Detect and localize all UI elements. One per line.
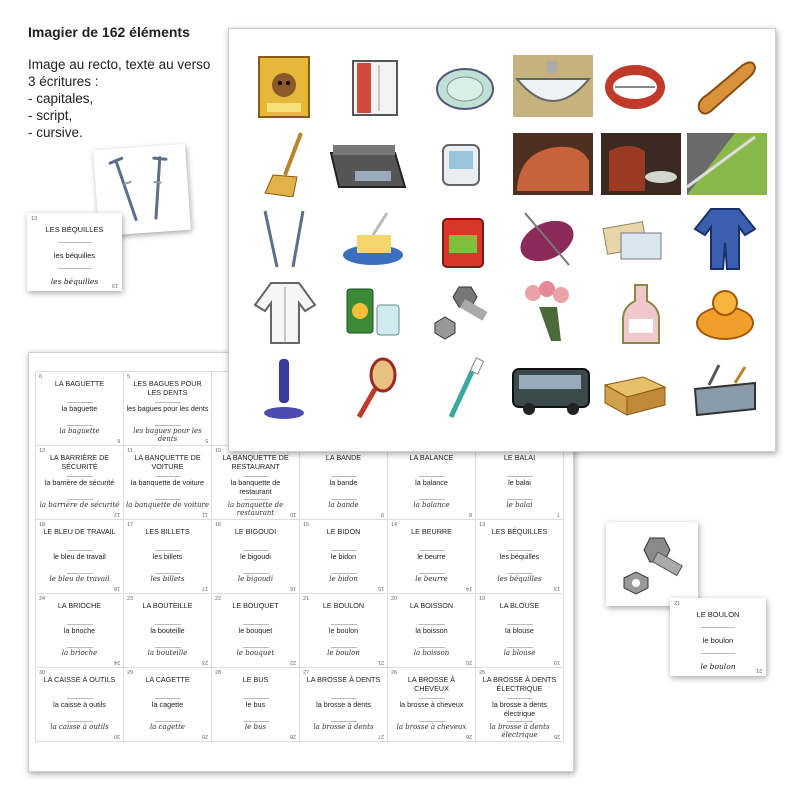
divider [155,698,181,699]
card-cursive: le boulon [700,662,736,671]
cell-capitals: LES BÉQUILLES [491,527,548,536]
divider [507,721,533,722]
cell-number-rotated: 15 [377,585,384,591]
cell-capitals: LA BAGUETTE [54,379,105,388]
cell-number: 6 [39,374,43,380]
divider [419,624,445,625]
cell-script: la brioche [63,626,96,635]
cell-number-rotated: 13 [553,585,560,591]
cell-cursive: la cagette [149,723,186,731]
word-card-cell [36,520,124,594]
cell-cursive: la brioche [61,649,98,657]
divider [419,476,445,477]
cell-cursive: les béquilles [497,575,542,583]
cell-capitals: LA CAGETTE [145,675,190,684]
cell-cursive: la brosse à dents électrique [489,723,550,739]
cell-number: 18 [39,522,46,528]
cell-script: la brosse à cheveux [399,700,464,709]
divider [419,573,445,574]
cell-script: la bande [329,478,358,487]
word-card-cell [476,520,564,594]
cell-script: les billets [152,552,183,561]
divider [155,499,181,500]
cell-number-rotated: 29 [201,733,208,739]
cell-cursive: le bouquet [236,649,275,657]
plate-icon [429,53,501,119]
cell-capitals: LE BALAI [503,453,536,462]
cell-capitals: LA BROSSE À DENTS ÉLECTRIQUE [482,675,557,693]
cell-number: 24 [39,596,46,602]
cell-script: la brosse à dents [316,700,371,709]
cell-capitals: LE BIGOUDI [234,527,277,536]
cell-script: la cagette [151,700,184,709]
cell-capitals: LA BOUTEILLE [142,601,193,610]
cell-number-rotated: 25 [553,733,560,739]
cell-number-rotated: 24 [113,659,120,665]
word-card-cell [212,594,300,668]
word-card-cell [124,668,212,742]
cell-number: 17 [127,522,134,528]
description-line: - script, [28,108,73,123]
cell-number: 28 [215,670,222,676]
description-line: - cursive. [28,125,83,140]
cell-script: la bouteille [150,626,185,635]
bottle-icon [609,279,681,345]
cell-capitals: LA BANDE [325,453,362,462]
word-card-cell [36,668,124,742]
cell-cursive: le bus [244,723,267,731]
word-card-cell [476,668,564,742]
cell-number-rotated: 6 [116,437,120,443]
card-number-rotated: 21 [755,667,762,673]
divider [507,698,533,699]
cell-capitals: LA BRIOCHE [57,601,102,610]
electric-toothbrush-icon [249,355,321,421]
word-card-cell [388,668,476,742]
cell-cursive: le bigoudi [237,575,274,583]
word-card-cell [36,372,124,446]
divider [243,698,269,699]
divider [243,624,269,625]
cell-number: 12 [39,448,46,454]
toolbox-icon [689,355,761,421]
cell-number-rotated: 10 [289,511,296,517]
cell-cursive: les bagues pour les dents [133,427,202,443]
cell-script: la caisse à outils [53,700,106,709]
cell-script: les béquilles [499,552,540,561]
cell-number: 23 [127,596,134,602]
cell-capitals: LA BROSSE À CHEVEUX [407,675,456,693]
cell-number: 16 [215,522,222,528]
cell-capitals: LES BILLETS [145,527,190,536]
divider [701,653,735,654]
cell-script: le balai [508,478,531,487]
cell-cursive: le bleu de travail [49,575,110,583]
scale-icon [325,131,411,197]
cell-cursive: la boisson [413,649,450,657]
word-card-cell [212,668,300,742]
cell-capitals: LA BOISSON [409,601,454,610]
boulon-word-card [670,598,766,676]
cell-cursive: le balai [506,501,533,509]
bolt-picture-card [606,522,698,606]
cell-number-rotated: 30 [113,733,120,739]
cell-number-rotated: 20 [465,659,472,665]
divider [67,647,93,648]
cell-capitals: LE BIDON [326,527,361,536]
cell-number-rotated: 21 [377,659,384,665]
cell-number: 20 [391,596,398,602]
cell-number: 11 [127,448,133,454]
flower-bouquet-icon [511,279,583,345]
divider [67,476,93,477]
cell-cursive: la bande [328,501,359,509]
divider [243,721,269,722]
broom-icon [249,131,321,197]
bus-icon [509,355,593,421]
divider [243,573,269,574]
word-card-cell [476,594,564,668]
divider [155,425,181,426]
cell-number-rotated: 17 [201,585,208,591]
cell-number: 21 [303,596,310,602]
cell-script: la banquette de voiture [130,478,205,487]
word-card-cell [124,594,212,668]
teeth-braces-icon [599,53,671,119]
divider [67,698,93,699]
highway-barrier-icon [685,131,769,197]
cell-cursive: la banquette de voiture [126,501,209,509]
cell-cursive: la banquette de restaurant [227,501,284,517]
divider [331,698,357,699]
divider [331,476,357,477]
cell-number-rotated: 16 [289,585,296,591]
word-card-cell [476,446,564,520]
cell-script: le boulon [328,626,359,635]
cell-capitals: LE BEURRE [411,527,452,536]
cell-number: 22 [215,596,222,602]
cell-cursive: la brosse à cheveux [396,723,467,731]
word-card-cell [36,594,124,668]
word-card-cell [212,520,300,594]
cell-cursive: la bouteille [147,649,188,657]
card-cursive: les béquilles [50,277,99,286]
cell-capitals: LE BUS [242,675,269,684]
divider [331,573,357,574]
cell-number: 19 [479,596,486,602]
cell-capitals: LA BANQUETTE DE VOITURE [134,453,201,471]
cell-script: le beurre [417,552,446,561]
word-card-cell [36,446,124,520]
card-number-rotated: 13 [111,282,118,288]
cell-script: la banquette de restaurant [230,478,281,496]
lab-coat-icon [249,279,321,345]
cell-number-rotated: 7 [556,511,560,517]
description-line: Image au recto, texte au verso [28,57,211,72]
cell-number: 26 [391,670,398,676]
cell-number-rotated: 22 [289,659,296,665]
medicine-cabinet-icon [339,53,411,119]
cell-cursive: la brosse à dents [313,723,374,731]
work-overalls-icon [689,205,761,271]
divider [155,573,181,574]
divider [701,627,735,628]
cell-number-rotated: 11 [202,511,208,517]
card-number: 21 [674,601,681,607]
cell-capitals: LE BOULON [322,601,365,610]
knitting-wool-icon [511,205,583,271]
cell-cursive: la baguette [59,427,100,435]
word-card-cell [300,446,388,520]
cell-script: le bus [245,700,266,709]
cell-number-rotated: 9 [380,511,384,517]
cell-number: 30 [39,670,46,676]
cell-number-rotated: 8 [468,511,472,517]
divider [67,721,93,722]
baguette-icon [689,53,761,119]
divider [507,647,533,648]
bolt-icon [606,522,698,606]
cell-number: 14 [391,522,398,528]
cell-number-rotated: 19 [553,659,560,665]
cell-number: 15 [303,522,310,528]
bolt-icon [425,279,497,345]
divider [67,402,93,403]
car-seat-icon [511,131,595,197]
cell-cursive: le beurre [415,575,448,583]
divider [419,550,445,551]
divider [331,499,357,500]
divider [419,499,445,500]
cell-script: la baguette [61,404,98,413]
banknotes-icon [597,205,669,271]
crutches-icon [249,205,321,271]
divider [67,499,93,500]
divider [243,499,269,500]
cell-script: la barrière de sécurité [44,478,115,487]
bequilles-word-card [27,213,122,291]
divider [155,624,181,625]
divider [67,573,93,574]
word-card-cell [300,668,388,742]
description-block [28,56,210,141]
soap-dish-icon [427,131,499,197]
cell-script: le bidon [330,552,357,561]
divider [67,550,93,551]
divider [155,550,181,551]
divider [155,402,181,403]
cell-capitals: LA BANQUETTE DE RESTAURANT [222,453,289,471]
word-card-cell [124,446,212,520]
cell-capitals: LA BARRIÈRE DE SÉCURITÉ [49,453,110,471]
cell-number-rotated: 27 [377,733,384,739]
divider [155,476,181,477]
cell-script: les bagues pour les dents [126,404,209,413]
sink-icon [511,53,595,119]
wooden-crate-icon [599,355,671,421]
divider [507,624,533,625]
cell-cursive: le bidon [329,575,358,583]
card-number: 13 [31,216,38,222]
restaurant-booth-icon [599,131,683,197]
cell-number: 25 [479,670,486,676]
butter-icon [337,205,409,271]
cell-capitals: LA BALANCE [409,453,454,462]
description-line: 3 écritures : [28,74,99,89]
cell-cursive: le boulon [327,649,360,657]
divider [67,624,93,625]
cell-number-rotated: 26 [465,733,472,739]
cell-script: le bouquet [238,626,273,635]
divider [243,550,269,551]
picture-sheet [228,28,776,452]
divider [58,242,92,243]
cell-number-rotated: 28 [289,733,296,739]
cell-capitals: LE BLEU DE TRAVAIL [43,527,116,536]
cell-capitals: LES BAGUES POUR LES DENTS [133,379,202,397]
oil-can-icon [429,205,501,271]
divider [155,721,181,722]
divider [67,425,93,426]
cell-script: le bigoudi [240,552,271,561]
page-title: Imagier de 162 éléments [28,24,190,40]
divider [507,499,533,500]
card-script: le boulon [702,636,734,645]
cell-script: la boisson [415,626,448,635]
divider [243,647,269,648]
word-card-cell [212,446,300,520]
divider [331,550,357,551]
cell-number: 27 [303,670,310,676]
divider [419,647,445,648]
brioche-icon [689,279,761,345]
divider [331,624,357,625]
word-card-cell [388,520,476,594]
word-card-cell [300,520,388,594]
divider [507,573,533,574]
cell-capitals: LE BOUQUET [232,601,279,610]
cell-cursive: la barrière de sécurité [39,501,120,509]
word-card-cell [124,520,212,594]
cell-cursive: la blouse [503,649,536,657]
film-poster-icon [249,53,321,119]
card-capitals: LE BOULON [696,610,740,619]
cell-number: 29 [127,670,134,676]
divider [331,647,357,648]
word-card-cell [388,446,476,520]
cell-number: 13 [479,522,486,528]
description-line: - capitales, [28,91,94,106]
cell-number-rotated: 14 [465,585,472,591]
cell-cursive: la caisse à outils [50,723,109,731]
cell-number-rotated: 5 [204,437,208,443]
divider [507,476,533,477]
word-card-cell [124,372,212,446]
cell-script: la blouse [505,626,534,635]
cell-script: la balance [415,478,448,487]
cell-capitals: LA BROSSE À DENTS [306,675,381,684]
divider [419,721,445,722]
cell-capitals: LA BLOUSE [499,601,540,610]
divider [243,476,269,477]
cell-script: la brosse à dents électrique [492,700,547,718]
cell-capitals: LA CAISSE À OUTILS [43,675,116,684]
card-capitals: LES BÉQUILLES [45,225,104,234]
divider [58,268,92,269]
cell-number-rotated: 23 [201,659,208,665]
cell-number: 5 [127,374,131,380]
word-card-cell [300,594,388,668]
cell-cursive: la balance [413,501,450,509]
tin-can-icon [337,279,409,345]
cell-cursive: les billets [150,575,185,583]
word-card-cell [388,594,476,668]
divider [419,698,445,699]
toothbrush-icon [429,355,501,421]
cell-script: le bleu de travail [53,552,106,561]
cell-number: 10 [215,448,222,454]
cell-number-rotated: 12 [113,511,120,517]
divider [155,647,181,648]
divider [331,721,357,722]
hair-brush-icon [339,355,411,421]
card-script: les béquilles [53,251,96,260]
cell-number-rotated: 18 [113,585,120,591]
divider [507,550,533,551]
